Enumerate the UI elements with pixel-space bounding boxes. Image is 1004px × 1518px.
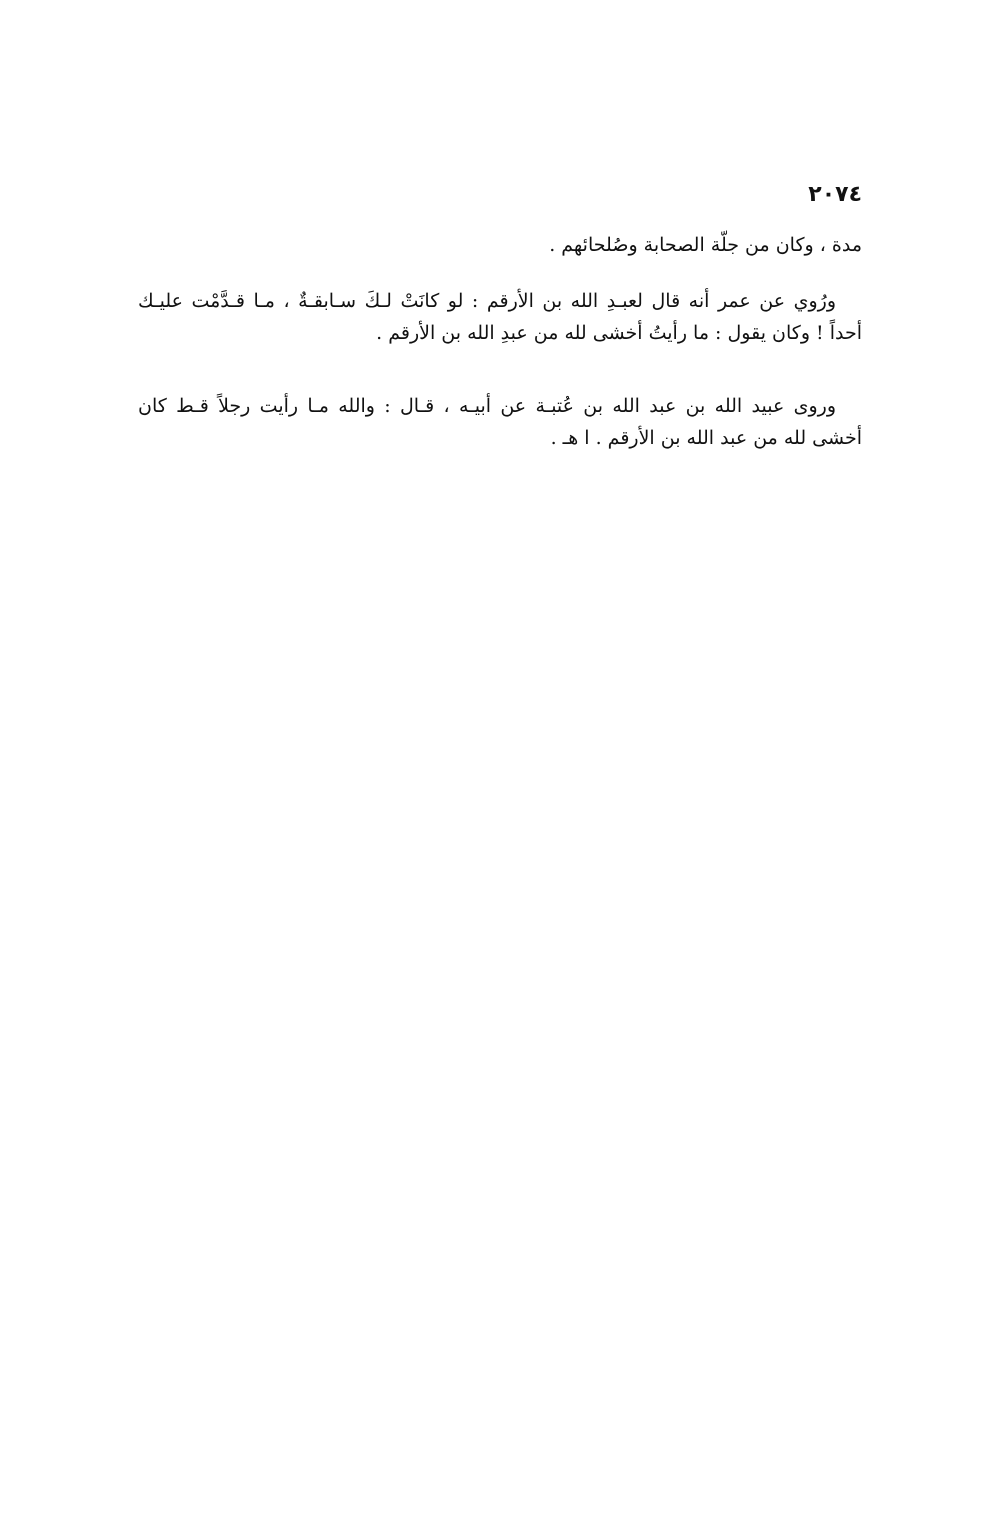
- paragraph-1: [138, 229, 862, 261]
- paragraph-1-line-1: مدة ، وكان من جلّة الصحابة وصُلحائهم .: [549, 234, 862, 256]
- paragraph-3: [138, 390, 862, 454]
- paragraph-2-line-2: أحداً ! وكان يقول : ما رأيتُ أخشى لله من عبدِ الله بن الأرقم .: [376, 322, 862, 344]
- page-number: ٢٠٧٤: [808, 182, 862, 207]
- paragraph-3-line-2: أخشى لله من عبد الله بن الأرقم . ا هـ .: [550, 427, 862, 449]
- paragraph-2: [138, 285, 862, 349]
- paragraph-2-line-1: ورُوي عن عمر أنه قال لعبـدِ الله بن الأرقم : لو كانَتْ لـكَ سـابقـةٌ ، مـا قـدَّمْت عليـك: [138, 290, 836, 312]
- paragraph-3-line-1: وروى عبيد الله بن عبد الله بن عُتبـة عن أبيـه ، قـال : والله مـا رأيت رجلاً قـط كان: [138, 395, 836, 417]
